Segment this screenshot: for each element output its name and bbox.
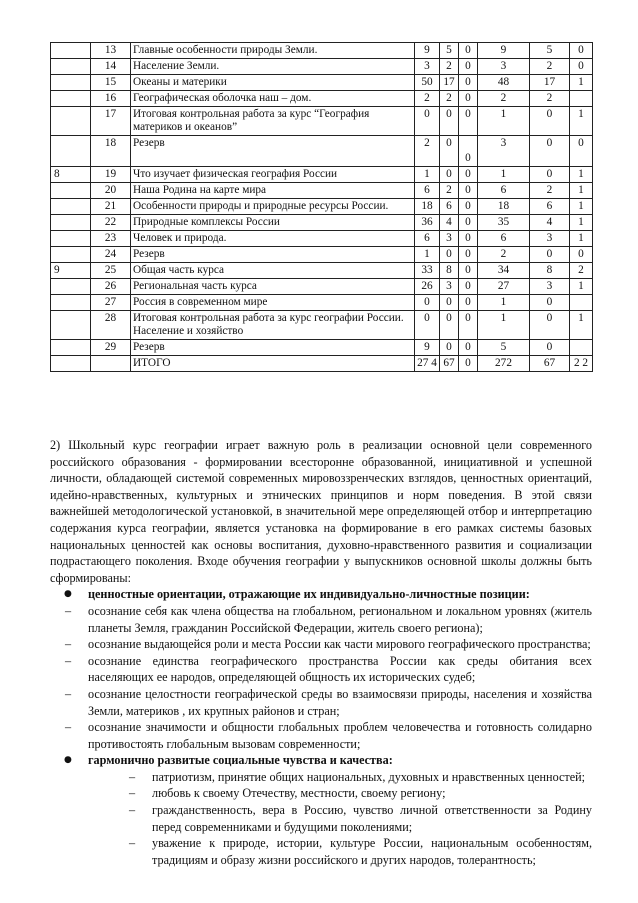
cell-topic: Итоговая контрольная работа за курс географии России. Население и хозяйство xyxy=(131,311,415,340)
cell-practical-program: 0 xyxy=(530,295,570,311)
cell-tests xyxy=(570,295,593,311)
cell-topic: Наша Родина на карте мира xyxy=(131,183,415,199)
dash-marker: – xyxy=(65,720,72,735)
bullet-icon: ● xyxy=(64,755,72,766)
list-item-text: патриотизм, принятие общих национальных, духовных и нравственных ценностей; xyxy=(152,769,586,784)
cell-lesson-number: 18 xyxy=(91,136,131,167)
cell-topic: Общая часть курса xyxy=(131,263,415,279)
list-item-text: осознание значимости и общности глобальных проблем человечества и готовность солидарно противостоять глобальным вызовам современности; xyxy=(88,720,592,751)
cell-section xyxy=(51,75,91,91)
cell-lesson-number: 26 xyxy=(91,279,131,295)
cell-excursions: 0 xyxy=(459,295,478,311)
cell-section xyxy=(51,59,91,75)
cell-hours-total: 1 xyxy=(415,167,440,183)
cell-practical-program: 3 xyxy=(530,279,570,295)
cell-excursions: 0 xyxy=(459,247,478,263)
cell-lesson-number: 21 xyxy=(91,199,131,215)
cell-section xyxy=(51,107,91,136)
cell-topic: Региональная часть курса xyxy=(131,279,415,295)
cell-topic: Россия в современном мире xyxy=(131,295,415,311)
cell-practical: 0 xyxy=(440,295,459,311)
cell-excursions: 0 xyxy=(459,340,478,356)
bullet-text: гармонично развитые социальные чувства и качества: xyxy=(88,753,393,768)
cell-hours-total: 27 4 xyxy=(415,356,440,372)
cell-hours-program: 3 xyxy=(478,59,530,75)
cell-excursions: 0 xyxy=(459,167,478,183)
cell-lesson-number: 22 xyxy=(91,215,131,231)
cell-practical-program: 2 xyxy=(530,91,570,107)
cell-lesson-number: 28 xyxy=(91,311,131,340)
table-row xyxy=(51,167,593,183)
bullet-value-orientations xyxy=(50,586,592,603)
cell-hours-program: 34 xyxy=(478,263,530,279)
table-row xyxy=(51,91,593,107)
cell-tests: 1 xyxy=(570,279,593,295)
cell-hours-total: 9 xyxy=(415,340,440,356)
cell-tests xyxy=(570,340,593,356)
table-row xyxy=(51,183,593,199)
cell-section xyxy=(51,356,91,372)
cell-tests: 1 xyxy=(570,231,593,247)
list-item-text: уважение к природе, истории, культуре России, национальным особенностям, традициям и образу жизни российского и других народов, толерантность; xyxy=(152,836,592,867)
cell-lesson-number: 29 xyxy=(91,340,131,356)
list-item xyxy=(50,835,592,868)
cell-hours-program: 1 xyxy=(478,295,530,311)
cell-excursions: 0 xyxy=(459,107,478,136)
table-row xyxy=(51,199,593,215)
list-item-text: гражданственность, вера в Россию, чувство личной ответственности за Родину перед современниками и будущими поколениями; xyxy=(152,803,592,834)
cell-section xyxy=(51,43,91,59)
cell-excursions: 0 xyxy=(459,91,478,107)
bullet-social-qualities xyxy=(50,752,592,769)
cell-tests: 0 xyxy=(570,59,593,75)
table-row xyxy=(51,295,593,311)
cell-excursions: 0 xyxy=(459,279,478,295)
cell-hours-total: 6 xyxy=(415,231,440,247)
cell-hours-program: 6 xyxy=(478,183,530,199)
cell-lesson-number: 16 xyxy=(91,91,131,107)
cell-excursions: 0 xyxy=(459,59,478,75)
cell-practical-program: 0 xyxy=(530,311,570,340)
bullet-icon: ● xyxy=(64,589,72,600)
cell-practical: 2 xyxy=(440,59,459,75)
cell-topic: ИТОГО xyxy=(131,356,415,372)
dash-marker: – xyxy=(65,603,72,618)
cell-practical-program: 0 xyxy=(530,136,570,167)
table-row xyxy=(51,340,593,356)
cell-practical: 0 xyxy=(440,136,459,167)
cell-practical-program: 0 xyxy=(530,107,570,136)
table-row xyxy=(51,107,593,136)
cell-practical-program: 6 xyxy=(530,199,570,215)
cell-tests: 1 xyxy=(570,75,593,91)
cell-section: 9 xyxy=(51,263,91,279)
cell-lesson-number: 24 xyxy=(91,247,131,263)
cell-practical: 6 xyxy=(440,199,459,215)
cell-tests: 1 xyxy=(570,167,593,183)
table-row xyxy=(51,231,593,247)
cell-practical: 8 xyxy=(440,263,459,279)
cell-lesson-number: 23 xyxy=(91,231,131,247)
cell-hours-total: 0 xyxy=(415,311,440,340)
cell-practical: 0 xyxy=(440,311,459,340)
cell-topic: Географическая оболочка наш – дом. xyxy=(131,91,415,107)
dash-marker: – xyxy=(65,637,72,652)
table-row xyxy=(51,75,593,91)
dash-marker: – xyxy=(129,769,136,784)
cell-topic: Природные комплексы России xyxy=(131,215,415,231)
cell-excursions: 0 xyxy=(459,215,478,231)
list-item-text: осознание выдающейся роли и места России как части мирового географического пространства; xyxy=(88,637,591,652)
cell-practical-program: 0 xyxy=(530,340,570,356)
cell-topic: Что изучает физическая география России xyxy=(131,167,415,183)
cell-hours-program: 27 xyxy=(478,279,530,295)
cell-hours-program: 48 xyxy=(478,75,530,91)
cell-topic: Особенности природы и природные ресурсы России. xyxy=(131,199,415,215)
cell-hours-total: 0 xyxy=(415,295,440,311)
table-row xyxy=(51,247,593,263)
cell-practical: 3 xyxy=(440,279,459,295)
cell-practical: 0 xyxy=(440,247,459,263)
cell-excursions: 0 xyxy=(459,183,478,199)
cell-excursions: 0 xyxy=(459,136,478,167)
cell-hours-total: 0 xyxy=(415,107,440,136)
cell-topic: Резерв xyxy=(131,247,415,263)
cell-practical: 2 xyxy=(440,91,459,107)
cell-practical: 67 xyxy=(440,356,459,372)
cell-practical: 5 xyxy=(440,43,459,59)
cell-tests: 0 xyxy=(570,43,593,59)
dash-marker: – xyxy=(65,653,72,668)
cell-topic: Резерв xyxy=(131,340,415,356)
cell-excursions: 0 xyxy=(459,356,478,372)
cell-tests: 1 xyxy=(570,199,593,215)
table-row xyxy=(51,311,593,340)
cell-hours-program: 1 xyxy=(478,107,530,136)
cell-hours-program: 272 xyxy=(478,356,530,372)
list-item xyxy=(50,603,592,636)
cell-hours-total: 26 xyxy=(415,279,440,295)
cell-hours-total: 36 xyxy=(415,215,440,231)
cell-hours-total: 18 xyxy=(415,199,440,215)
cell-tests: 2 2 xyxy=(570,356,593,372)
cell-tests: 0 xyxy=(570,247,593,263)
cell-hours-program: 6 xyxy=(478,231,530,247)
cell-lesson-number xyxy=(91,356,131,372)
cell-tests: 1 xyxy=(570,183,593,199)
cell-tests: 1 xyxy=(570,107,593,136)
cell-topic: Население Земли. xyxy=(131,59,415,75)
table-row xyxy=(51,59,593,75)
cell-section: 8 xyxy=(51,167,91,183)
cell-hours-total: 50 xyxy=(415,75,440,91)
cell-practical-program: 5 xyxy=(530,43,570,59)
cell-practical: 0 xyxy=(440,107,459,136)
cell-excursions: 0 xyxy=(459,231,478,247)
dash-list xyxy=(50,603,592,752)
cell-section xyxy=(51,183,91,199)
cell-topic: Человек и природа. xyxy=(131,231,415,247)
cell-section xyxy=(51,311,91,340)
cell-hours-program: 9 xyxy=(478,43,530,59)
list-item-text: осознание себя как члена общества на глобальном, региональном и локальном уровнях (житель планеты Земля, гражданин Российской Федерации, житель своего региона); xyxy=(88,603,592,635)
cell-practical: 17 xyxy=(440,75,459,91)
cell-practical-program: 2 xyxy=(530,59,570,75)
cell-practical-program: 3 xyxy=(530,231,570,247)
cell-practical: 4 xyxy=(440,215,459,231)
cell-hours-total: 2 xyxy=(415,136,440,167)
cell-section xyxy=(51,247,91,263)
cell-topic: Резерв xyxy=(131,136,415,167)
table-row xyxy=(51,136,593,167)
cell-practical-program: 2 xyxy=(530,183,570,199)
cell-excursions: 0 xyxy=(459,311,478,340)
list-item xyxy=(50,686,592,719)
cell-topic: Главные особенности природы Земли. xyxy=(131,43,415,59)
cell-tests: 2 xyxy=(570,263,593,279)
cell-hours-program: 1 xyxy=(478,167,530,183)
list-item xyxy=(50,636,592,653)
cell-practical-program: 4 xyxy=(530,215,570,231)
cell-practical: 0 xyxy=(440,167,459,183)
cell-section xyxy=(51,136,91,167)
cell-lesson-number: 14 xyxy=(91,59,131,75)
bullet-text: ценностные ориентации, отражающие их индивидуально-личностные позиции: xyxy=(88,587,530,602)
table-row xyxy=(51,263,593,279)
curriculum-table xyxy=(50,42,593,372)
cell-section xyxy=(51,279,91,295)
cell-tests: 0 xyxy=(570,136,593,167)
cell-hours-total: 9 xyxy=(415,43,440,59)
list-item-text: осознание единства географического пространства России как среды обитания всех населяющих ее народов, определяющей общность их исторических судеб; xyxy=(88,653,592,685)
cell-section xyxy=(51,295,91,311)
cell-hours-total: 1 xyxy=(415,247,440,263)
cell-hours-program: 2 xyxy=(478,247,530,263)
cell-section xyxy=(51,91,91,107)
cell-hours-total: 33 xyxy=(415,263,440,279)
cell-lesson-number: 20 xyxy=(91,183,131,199)
table-row xyxy=(51,279,593,295)
cell-hours-program: 1 xyxy=(478,311,530,340)
intro-paragraph: 2) Школьный курс географии играет важную роль в реализации основной цели современного российского образования - формировании всесторонне образованной, инициативной и успешной личности, обладающей системой современных мировоззренческих взглядов, ценностных ориентаций, идейно-нравственных, культурных и этнических принципов и норм поведения. В этой связи важнейшей методологической установкой, в значительной мере определяющей отбор и интерпретацию содержания курса географии, является установка на формирование в его рамках системы базовых национальных ценностей как основы воспитания, духовно-нравственного развития и социализации подрастающего поколения. Входе обучения географии у выпускников основной школы должны быть сформированы: xyxy=(50,438,592,585)
cell-hours-total: 2 xyxy=(415,91,440,107)
cell-practical-program: 0 xyxy=(530,247,570,263)
dash-marker: – xyxy=(129,803,136,818)
cell-practical: 0 xyxy=(440,340,459,356)
cell-lesson-number: 25 xyxy=(91,263,131,279)
cell-section xyxy=(51,231,91,247)
table-row xyxy=(51,43,593,59)
cell-lesson-number: 13 xyxy=(91,43,131,59)
cell-practical: 2 xyxy=(440,183,459,199)
list-item xyxy=(50,802,592,835)
list-item xyxy=(50,769,592,786)
cell-lesson-number: 17 xyxy=(91,107,131,136)
body-text xyxy=(50,437,592,868)
table-row xyxy=(51,215,593,231)
cell-excursions: 0 xyxy=(459,43,478,59)
cell-tests xyxy=(570,91,593,107)
cell-topic: Океаны и материки xyxy=(131,75,415,91)
cell-hours-total: 6 xyxy=(415,183,440,199)
cell-hours-program: 2 xyxy=(478,91,530,107)
cell-hours-program: 3 xyxy=(478,136,530,167)
cell-practical-program: 17 xyxy=(530,75,570,91)
cell-tests: 1 xyxy=(570,311,593,340)
cell-section xyxy=(51,199,91,215)
cell-tests: 1 xyxy=(570,215,593,231)
cell-lesson-number: 27 xyxy=(91,295,131,311)
cell-hours-program: 5 xyxy=(478,340,530,356)
sub-list xyxy=(50,769,592,869)
dash-marker: – xyxy=(65,686,72,701)
cell-topic: Итоговая контрольная работа за курс “География материков и океанов” xyxy=(131,107,415,136)
cell-excursions: 0 xyxy=(459,199,478,215)
cell-section xyxy=(51,340,91,356)
table-body xyxy=(51,43,593,372)
cell-lesson-number: 15 xyxy=(91,75,131,91)
dash-marker: – xyxy=(129,836,136,851)
list-item xyxy=(50,719,592,752)
cell-hours-program: 35 xyxy=(478,215,530,231)
cell-section xyxy=(51,215,91,231)
cell-practical-program: 0 xyxy=(530,167,570,183)
cell-lesson-number: 19 xyxy=(91,167,131,183)
list-item xyxy=(50,785,592,802)
list-item xyxy=(50,653,592,686)
cell-excursions: 0 xyxy=(459,263,478,279)
list-item-text: осознание целостности географической среды во взаимосвязи природы, населения и хозяйства Земли, материков , их крупных районов и стран; xyxy=(88,686,592,718)
cell-hours-program: 18 xyxy=(478,199,530,215)
cell-excursions: 0 xyxy=(459,75,478,91)
cell-practical-program: 67 xyxy=(530,356,570,372)
table-row xyxy=(51,356,593,372)
cell-hours-total: 3 xyxy=(415,59,440,75)
list-item-text: любовь к своему Отечеству, местности, своему региону; xyxy=(152,786,446,801)
cell-practical: 3 xyxy=(440,231,459,247)
dash-marker: – xyxy=(129,786,136,801)
cell-practical-program: 8 xyxy=(530,263,570,279)
